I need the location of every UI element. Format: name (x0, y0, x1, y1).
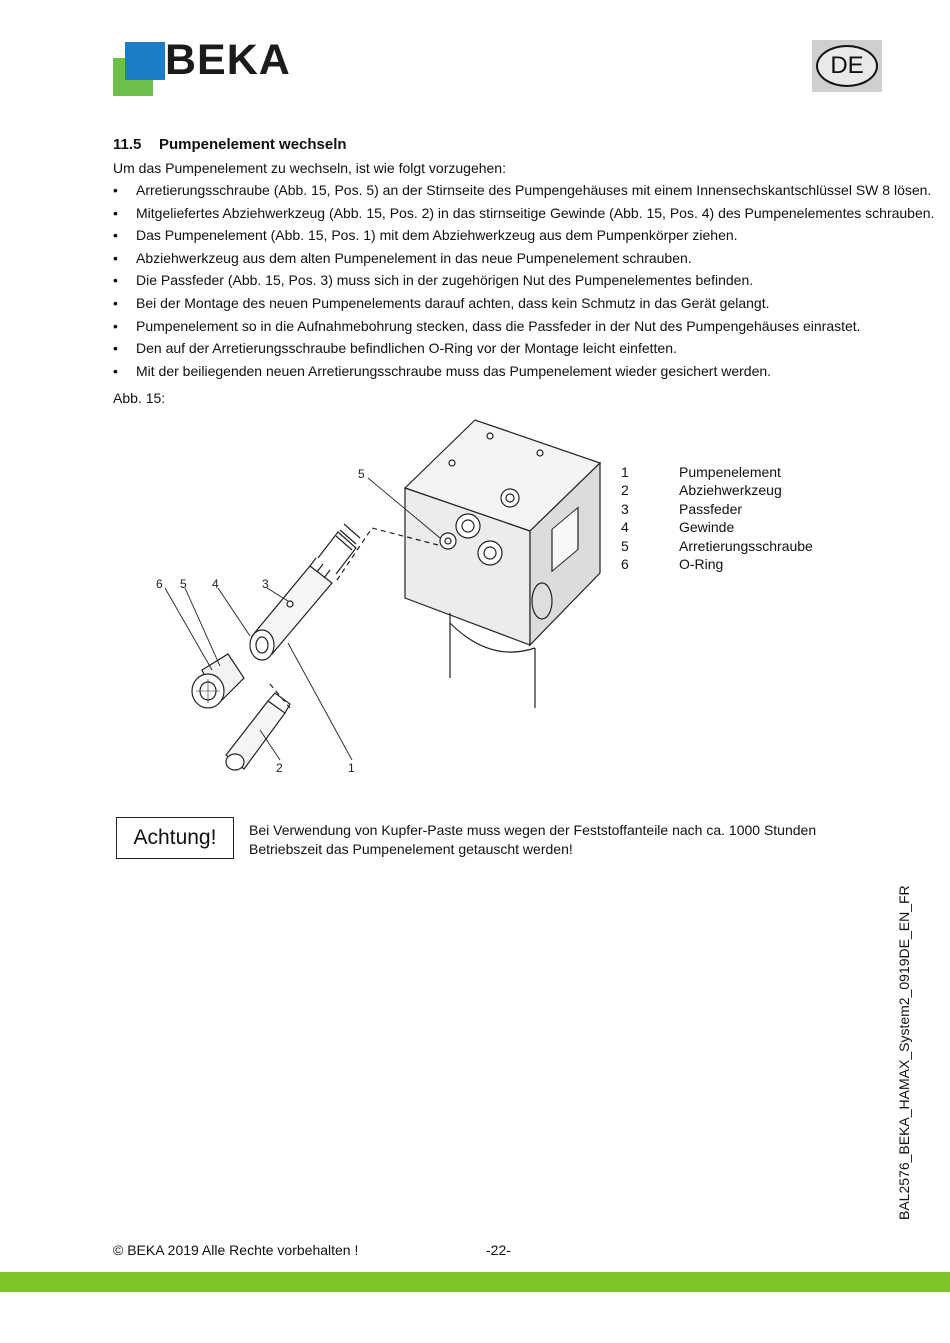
step-list (113, 181, 935, 384)
legend-row: 4 Gewinde (621, 519, 735, 536)
exploded-view-drawing (140, 408, 620, 788)
bullet: • (113, 317, 118, 334)
legend-row: 5 Arretierungsschraube (621, 537, 813, 554)
list-item: • Bei der Montage des neuen Pumpenelements darauf achten, dass kein Schmutz in das Gerät gelangt. (113, 294, 770, 311)
callout-6: 6 (156, 577, 163, 591)
list-item: • Den auf der Arretierungsschraube befindlichen O-Ring vor der Montage leicht einfetten. (113, 340, 677, 357)
pump-element (250, 524, 360, 660)
list-item: • Abziehwerkzeug aus dem alten Pumpenelement in das neue Pumpenelement schrauben. (113, 249, 692, 266)
language-badge (812, 40, 882, 92)
section-number: 11.5 (113, 136, 142, 153)
bullet: • (113, 294, 118, 311)
legend-row: 6 O-Ring (621, 555, 724, 572)
callout-4: 4 (212, 577, 219, 591)
beka-logo (113, 36, 328, 96)
list-item: • Pumpenelement so in die Aufnahmebohrung stecken, dass die Passfeder in der Nut des Pumpengehäuses einrastet. (113, 317, 861, 334)
legend-row: 3 Passfeder (621, 500, 743, 517)
list-item: • Das Pumpenelement (Abb. 15, Pos. 1) mit dem Abziehwerkzeug aus dem Pumpenkörper ziehen. (113, 227, 738, 244)
pump-housing (405, 420, 600, 708)
bullet: • (113, 227, 118, 244)
logo-blue-square (125, 42, 165, 80)
warning-text: Bei Verwendung von Kupfer-Paste muss wegen der Feststoffanteile nach ca. 1000 Stunden Betriebszeit das Pumpenelement getauscht werden! (249, 822, 817, 857)
extraction-tool (226, 693, 290, 770)
callout-1: 1 (348, 761, 355, 775)
language-badge-text: DE (816, 45, 878, 87)
copyright: © BEKA 2019 Alle Rechte vorbehalten ! (113, 1242, 359, 1258)
section-title-text: Pumpenelement wechseln (159, 136, 347, 153)
list-item: • Die Passfeder (Abb. 15, Pos. 3) muss sich in der zugehörigen Nut des Pumpenelementes befinden. (113, 272, 754, 289)
list-item: • Arretierungsschraube (Abb. 15, Pos. 5) an der Stirnseite des Pumpengehäuses mit einem Innensechskantschlüssel SW 8 lösen. (113, 182, 932, 198)
bullet: • (113, 182, 118, 198)
legend-row: 2 Abziehwerkzeug (621, 482, 782, 499)
figure-legend (621, 463, 813, 573)
callout-5-top: 5 (358, 467, 365, 481)
callout-2: 2 (276, 761, 283, 775)
intro-text: Um das Pumpenelement zu wechseln, ist wie folgt vorzugehen: (113, 160, 506, 176)
footer-bar (0, 1272, 950, 1292)
list-item: • Mit der beiliegenden neuen Arretierungsschraube muss das Pumpenelement wieder gesichert werden. (113, 362, 772, 379)
bullet: • (113, 204, 118, 221)
warning-label: Achtung! (116, 817, 234, 859)
document-code: BAL2576_BEKA_HAMAX_System2_0919DE_EN_FR (896, 885, 912, 1220)
figure-label: Abb. 15: (113, 390, 166, 406)
list-item: • Mitgeliefertes Abziehwerkzeug (Abb. 15, Pos. 2) in das stirnseitige Gewinde (Abb. 15, Pos. 4) des Pumpenelementes schrauben. (113, 204, 935, 221)
callout-3: 3 (262, 577, 269, 591)
bullet: • (113, 249, 118, 266)
section-title (113, 136, 347, 153)
bullet: • (113, 340, 118, 357)
legend-row: 1 Pumpenelement (621, 464, 781, 480)
bullet: • (113, 272, 118, 289)
logo-text: BEKA (165, 36, 291, 84)
page-number: -22- (486, 1242, 511, 1258)
bullet: • (113, 362, 118, 379)
callout-5: 5 (180, 577, 187, 591)
